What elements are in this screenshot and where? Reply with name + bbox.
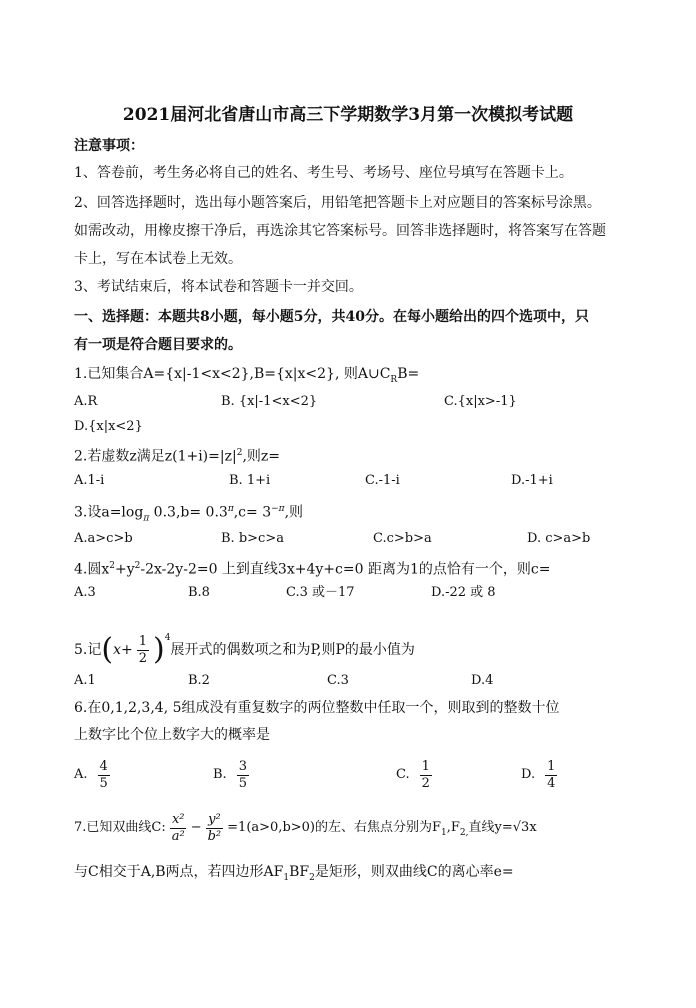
notice-item-2-cont: 如需改动，用橡皮擦干净后，再选涂其它答案标号。回答非选择题时，将答案写在答题 [74, 223, 606, 239]
notice-item-2: 2、回答选择题时，选出每小题答案后，用铅笔把答题卡上对应题目的答案标号涂黑。 [74, 195, 601, 211]
q2-stem: 2.若虚数z满足$z(1+i)=|z|^2$,则z= [74, 448, 280, 465]
q6-option-c: C. $\frac{1}{2}$ [396, 758, 430, 791]
notice-item-1: 1、答卷前，考生务必将自己的姓名、考生号、考场号、座位号填写在答题卡上。 [74, 165, 573, 181]
q6-option-a: A. $\frac{4}{5}$ [74, 758, 108, 791]
q4-option-a: A.3 [74, 585, 96, 600]
notice-item-3: 3、考试结束后，将本试卷和答题卡一并交回。 [74, 279, 363, 295]
q2-option-b: B. 1+i [229, 473, 271, 488]
q7-stem-line1: 7.已知双曲线C: $\frac{\text{x²}}{\text{a²}}$ − $\frac{\text{y²}}{\text{b²}}$ =1(a>0,b>0)的左、右焦点分别为$F_1,F_{2,}$直线y=√3x [74, 811, 537, 844]
q1-option-c: C.{x|x>-1} [444, 394, 517, 409]
q5-option-c: C.3 [327, 673, 349, 688]
q2-option-c: C.-1-i [365, 473, 400, 488]
q4-option-d: D.-22 或 8 [431, 585, 496, 600]
q4-stem: 4.圆$x^2+y^2-2x-2y-2=0$ 上到直线3x+4y+c=0 距离为1的点恰有一个，则c= [74, 561, 551, 578]
q3-option-d: D. c>a>b [527, 531, 591, 546]
q7-stem-line2: 与C相交于A,B两点，若四边形$AF_1BF_2$是矩形，则双曲线C的离心率e= [74, 864, 514, 883]
q1-option-d: D.{x|x<2} [74, 419, 143, 434]
q5-option-b: B.2 [188, 673, 210, 688]
q3-option-a: A.a>c>b [74, 531, 133, 546]
section-heading-line1: 一、选择题：本题共8小题，每小题5分，共40分。在每小题给出的四个选项中，只 [74, 309, 589, 325]
q1-stem: 1.已知集合A={x|-1<x<2},B={x|x<2}, 则$A\cup C_RB=$ [74, 366, 420, 385]
exam-title: 2021届河北省唐山市高三下学期数学3月第一次模拟考试题 [122, 105, 574, 125]
q2-option-d: D.-1+i [511, 473, 553, 488]
q1-option-a: A.R [74, 394, 98, 409]
q6-option-d: D. $\frac{1}{4}$ [521, 758, 556, 791]
q5-option-d: D.4 [471, 673, 494, 688]
q6-option-b: B. $\frac{3}{5}$ [213, 758, 247, 791]
q4-option-c: C.3 或－17 [286, 585, 355, 600]
notice-item-2-end: 卡上，写在本试卷上无效。 [74, 251, 242, 267]
q5-option-a: A.1 [74, 673, 96, 688]
q7-fraction-y: $\frac{\text{y²}}{\text{b²}}$ [207, 811, 222, 844]
q7-fraction-x: $\frac{\text{x²}}{\text{a²}}$ [171, 811, 185, 844]
notice-heading: 注意事项： [74, 138, 144, 154]
q1-option-b: B. {x|-1<x<2} [221, 394, 318, 409]
q5-fraction: $\frac{1}{2}$ [138, 633, 147, 666]
q6-stem-line2: 上数字比个位上数字大的概率是 [74, 727, 270, 743]
section-heading-line2: 有一项是符合题目要求的。 [74, 337, 242, 353]
q3-option-c: C.c>b>a [373, 531, 432, 546]
q6-stem-line1: 6.在0,1,2,3,4, 5组成没有重复数字的两位整数中任取一个，则取到的整数十位 [74, 700, 560, 716]
q5-stem: 5.记(x+ $\frac{1}{2}$ )$^4$展开式的偶数项之和为P,则P的最小值为 [74, 632, 415, 667]
q3-stem: 3.设$a=\log_\pi$ $0.3,b= 0.3^\pi,c= 3^{-\pi}$,则 [74, 504, 304, 524]
q2-option-a: A.1-i [74, 473, 105, 488]
q4-option-b: B.8 [188, 585, 210, 600]
q3-option-b: B. b>c>a [221, 531, 284, 546]
